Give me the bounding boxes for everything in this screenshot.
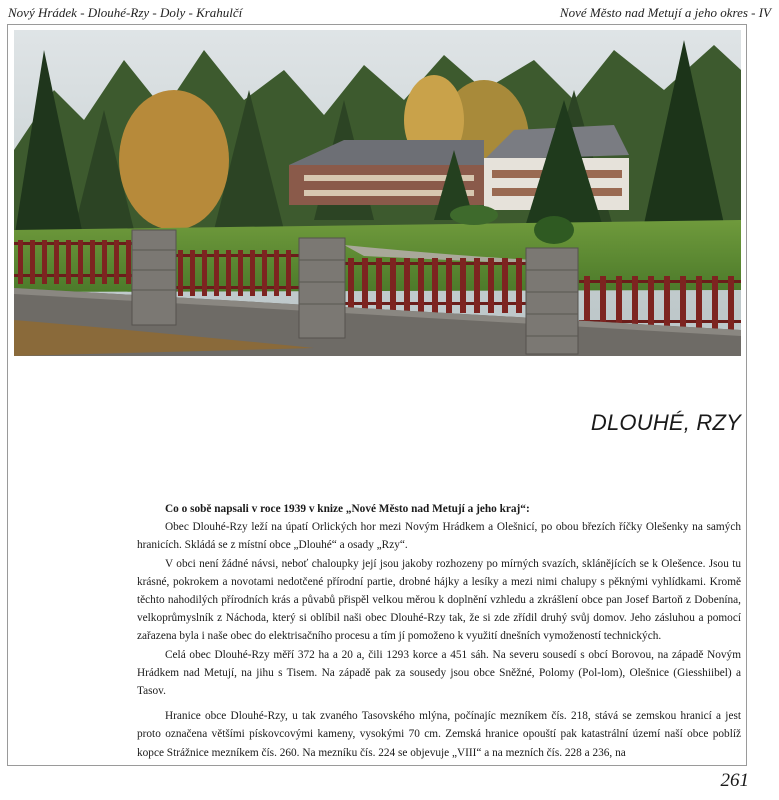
- article-lead: Co o sobě napsali v roce 1939 v knize „Nové Město nad Metují a jeho kraj“:: [165, 503, 530, 515]
- article-paragraph: Obec Dlouhé-Rzy leží na úpatí Orlických hor mezi Novým Hrádkem a Olešnicí, po obou březích říčky Olešenky na samých hranicích. Skládá se z místní obce „Dlouhé“ a osady „Rzy“.: [137, 521, 741, 552]
- article-paragraph: Hranice obce Dlouhé-Rzy, u tak zvaného Tasovského mlýna, počínajíc mezníkem čís. 218, stává se zemskou hranicí a jest proto označena většími pískovcovými kameny, vysokými 70 cm. Zemská hranice opouští pak katastrální území naší obce poblíž kopce Strážnice mezníkem čís. 260. Na mezníku čís. 224 se objevuje „VIII“ a na mezních čís. 228 a 236, na: [137, 710, 741, 759]
- article-paragraph: V obci není žádné návsi, neboť chaloupky její jsou jakoby rozhozeny po mírných svazích, sklánějících se k Olešence. Jsou tu krásné, pokrokem a novotami nedotčené přírodní partie, drobné hájky a lesíky a mezi nimi chalupy s pěknými vyhlídkami. Kromě těchto nahodilých přírodních krás a půvabů přispěl velkou měrou k doplnění vzhledu a zkrášlení obce pan Josef Bartoň z Dobenína, velkoprůmyslník z Náchoda, který si oblíbil naši obec Dlouhé-Rzy tak, že si zde zřídil druhý svůj domov. Jeho zásluhou a pomocí zařazena byla i naše obec do elektrisačního procesu a tím jí pomoženo k využití dnešních vymožeností technických.: [137, 557, 741, 643]
- article-paragraph: Celá obec Dlouhé-Rzy měří 372 ha a 20 a, čili 1293 korce a 451 sáh. Na severu sousedí s obcí Borovou, na západě Novým Hrádkem nad Metují, na jihu s Tisem. Na západě pak za sousedy jsou obce Sněžné, Polomy (Pol-lom), Olešnice (Giesshiibel) a Tasov.: [137, 648, 741, 698]
- article-body: [137, 500, 741, 762]
- village-photo: [14, 30, 741, 356]
- photo-illustration: [14, 30, 741, 356]
- running-header: [8, 4, 771, 22]
- section-title: DLOUHÉ, RZY: [590, 410, 741, 435]
- header-right-title: Nové Město nad Metují a jeho okres - IV: [559, 5, 771, 20]
- header-left-title: Nový Hrádek - Dlouhé-Rzy - Doly - Krahulčí: [8, 5, 243, 20]
- page-number: 261: [720, 770, 749, 791]
